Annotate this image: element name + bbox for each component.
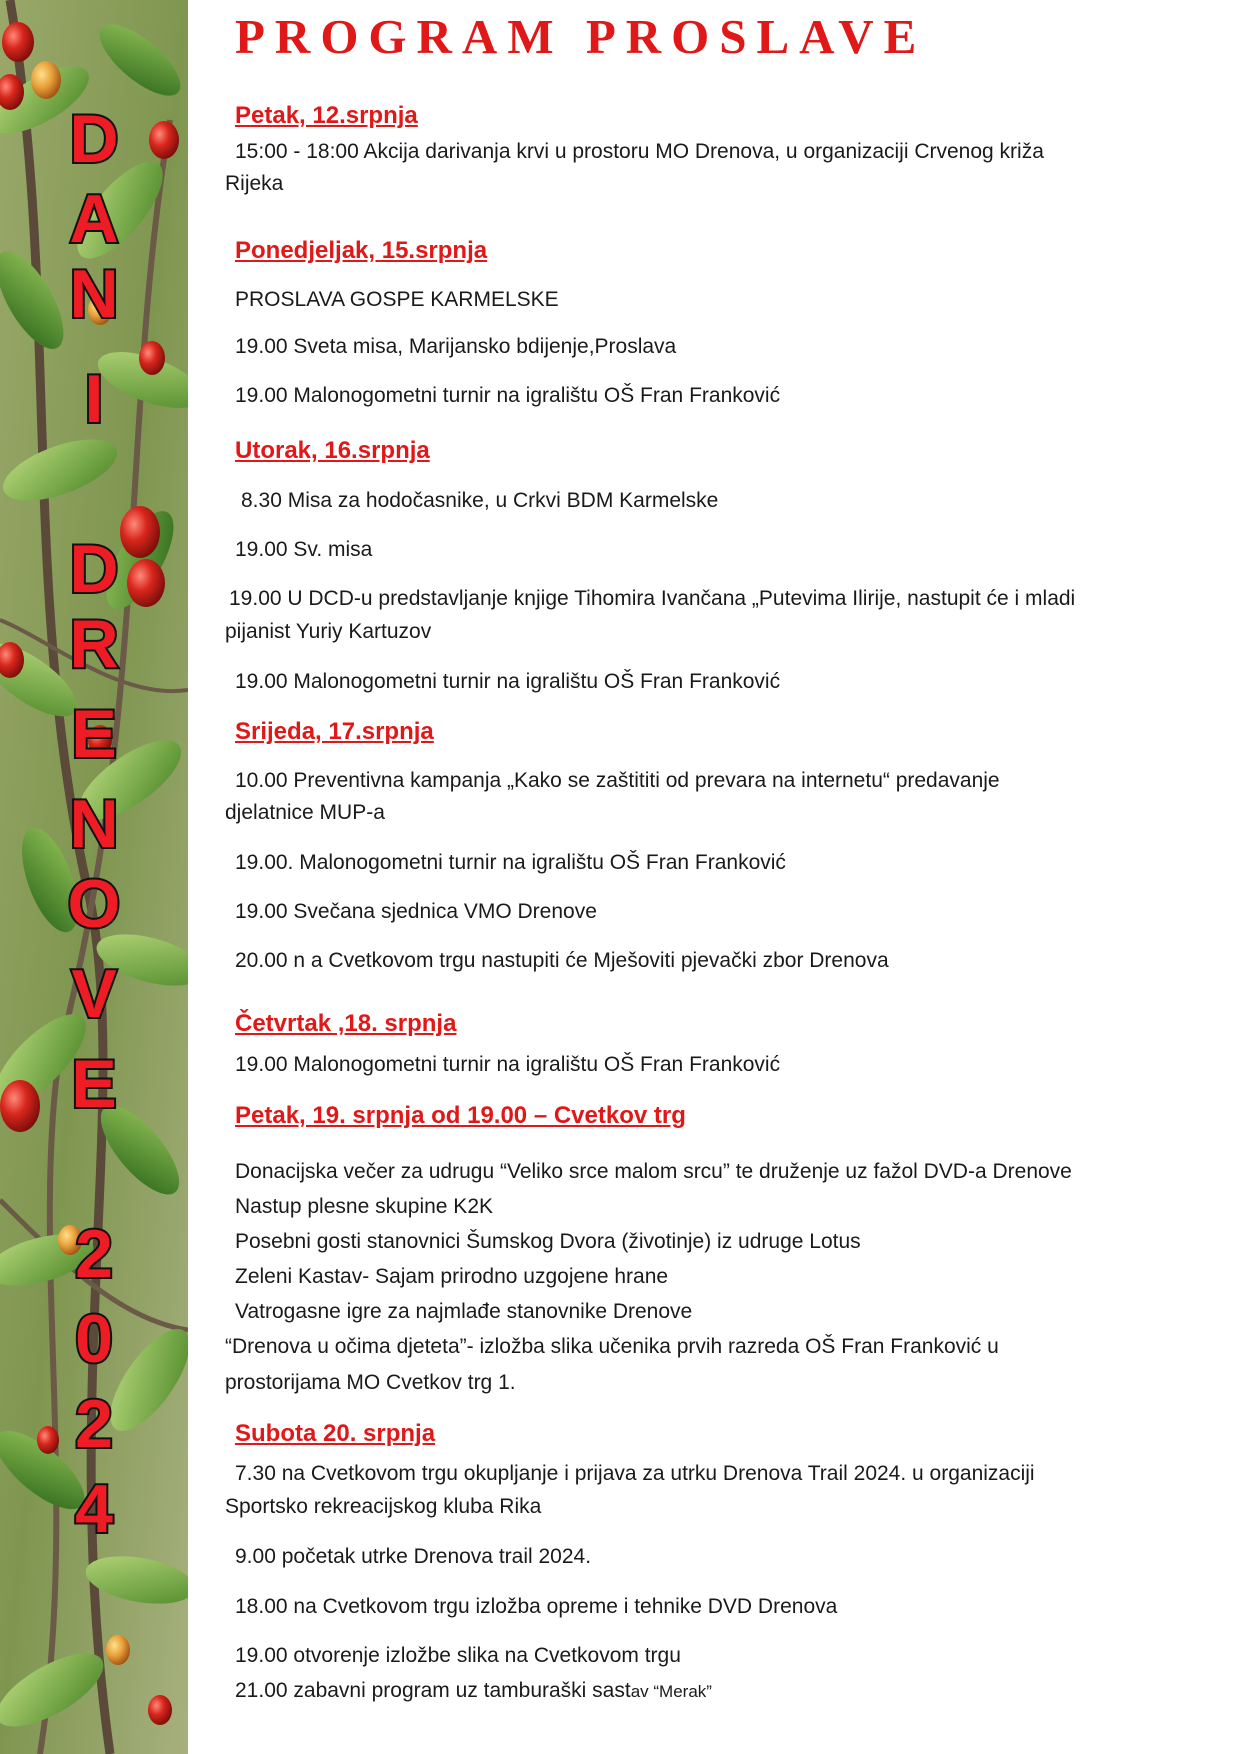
vertical-letter: 4 [75,1471,113,1547]
event-text: 15:00 - 18:00 Akcija darivanja krvi u prostoru MO Drenova, u organizaciji Crvenog križa [235,140,1044,163]
event-text: 19.00 Malonogometni turnir na igralištu OŠ Fran Franković [235,384,781,407]
event-line [225,666,1180,698]
vertical-letter: R [69,606,119,682]
event-line [225,534,1180,566]
event-text: Posebni gosti stanovnici Šumskog Dvora (životinje) iz udruge Lotus [235,1230,861,1253]
event-text: 21.00 zabavni program uz tamburaški sast [235,1679,631,1702]
event-text: 18.00 na Cvetkovom trgu izložba opreme i tehnike DVD Drenova [235,1595,838,1618]
day-heading: Subota 20. srpnja [235,1420,436,1447]
day-heading: Utorak, 16.srpnja [235,437,430,464]
side-photo-strip [0,0,188,1754]
vertical-letter: D [69,101,119,177]
event-line [225,1640,1180,1672]
vertical-letter: 2 [75,1386,113,1462]
vertical-letter: N [69,786,119,862]
event-text: Sportsko rekreacijskog kluba Rika [225,1495,542,1518]
event-line [225,847,1180,879]
vertical-letter: V [71,956,117,1032]
event-text: 9.00 početak utrke Drenova trail 2024. [235,1545,592,1568]
vertical-letter: E [71,1046,117,1122]
event-line [225,1261,1180,1293]
day-heading: Ponedjeljak, 15.srpnja [235,237,488,264]
event-line [225,1458,1180,1490]
event-line [225,136,1180,168]
event-text: djelatnice MUP-a [225,801,385,824]
day-heading: Petak, 12.srpnja [235,102,418,129]
event-line [225,1296,1180,1328]
event-line [225,1049,1180,1081]
event-text: PROSLAVA GOSPE KARMELSKE [235,288,559,311]
vertical-title-dani-drenove-2024 [0,0,188,1754]
vertical-letter: 2 [75,1216,113,1292]
event-line [225,485,1186,517]
event-line [225,1191,1180,1223]
vertical-letter: O [67,866,121,942]
event-text: 19.00 Malonogometni turnir na igralištu OŠ Fran Franković [235,1053,781,1076]
event-line [225,945,1180,977]
event-text: pijanist Yuriy Kartuzov [225,620,432,643]
event-text: Rijeka [225,172,284,195]
event-line [225,1541,1180,1573]
event-text: 20.00 n a Cvetkovom trgu nastupiti će Mješoviti pjevački zbor Drenova [235,949,889,972]
event-line [225,1156,1180,1188]
event-text-tail: av “Merak” [630,1682,712,1701]
event-line [225,380,1180,412]
event-line [225,616,1170,648]
vertical-letter: I [84,361,104,437]
event-line [225,1675,1180,1708]
event-text: 8.30 Misa za hodočasnike, u Crkvi BDM Karmelske [241,489,719,512]
event-line [225,896,1180,928]
event-text: 19.00 Malonogometni turnir na igralištu OŠ Fran Franković [235,670,781,693]
event-text: 19.00 U DCD-u predstavljanje knjige Tihomira Ivančana „Putevima Ilirije, nastupit će i mladi [229,587,1076,610]
event-text: prostorijama MO Cvetkov trg 1. [225,1371,516,1394]
event-line [225,1591,1180,1623]
event-line [225,1367,1170,1399]
day-heading: Petak, 19. srpnja od 19.00 – Cvetkov trg [235,1102,686,1129]
vertical-letter: D [69,531,119,607]
event-text: 19.00 Sveta misa, Marijansko bdijenje,Proslava [235,335,677,358]
event-text: Zeleni Kastav- Sajam prirodno uzgojene hrane [235,1265,669,1288]
event-text: 7.30 na Cvetkovom trgu okupljanje i prijava za utrku Drenova Trail 2024. u organizaciji [235,1462,1035,1485]
event-line [225,765,1180,797]
event-line [225,331,1180,363]
vertical-letter: E [71,696,117,772]
vertical-letter: A [69,181,119,257]
event-text: Nastup plesne skupine K2K [235,1195,493,1218]
event-line [225,168,1170,200]
event-text: Vatrogasne igre za najmlađe stanovnike Drenove [235,1300,693,1323]
event-text: 19.00 Sv. misa [235,538,373,561]
event-text: 19.00 Svečana sjednica VMO Drenove [235,900,597,923]
event-line [225,797,1170,829]
vertical-letter: 0 [75,1301,113,1377]
event-line [225,284,1180,316]
event-line [225,1331,1170,1363]
event-text: 19.00 otvorenje izložbe slika na Cvetkovom trgu [235,1644,681,1667]
event-line [225,1491,1170,1523]
event-text: 19.00. Malonogometni turnir na igralištu OŠ Fran Franković [235,851,786,874]
event-line [225,583,1174,615]
event-line [225,1226,1180,1258]
day-heading: Srijeda, 17.srpnja [235,718,434,745]
event-text: Donacijska večer za udrugu “Veliko srce malom srcu” te druženje uz fažol DVD-a Drenove [235,1160,1072,1183]
event-text: “Drenova u očima djeteta”- izložba slika učenika prvih razreda OŠ Fran Franković u [225,1335,999,1358]
event-text: 10.00 Preventivna kampanja „Kako se zaštititi od prevara na internetu“ predavanje [235,769,1000,792]
vertical-letter: N [69,256,119,332]
day-heading: Četvrtak ,18. srpnja [235,1010,457,1037]
page-title: PROGRAM PROSLAVE [235,9,927,64]
